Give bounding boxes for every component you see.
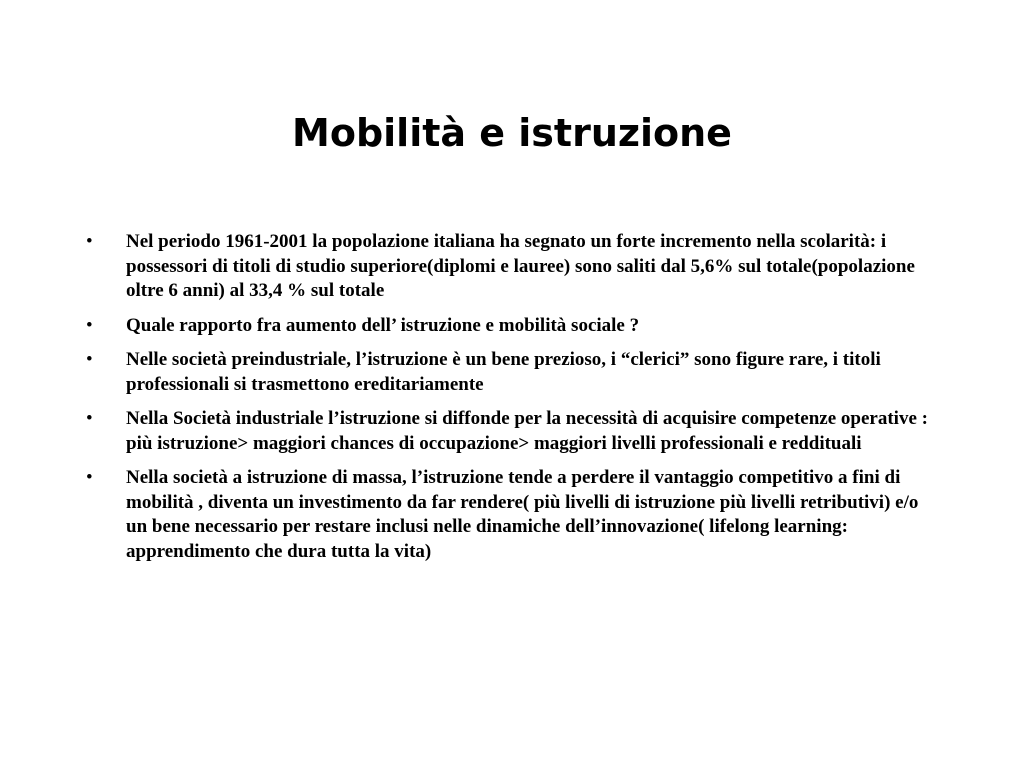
bullet-icon: •: [86, 314, 93, 336]
bullet-item: [84, 314, 944, 339]
bullet-item: [84, 466, 944, 564]
bullet-text: Nelle società preindustriale, l’istruzione è un bene prezioso, i “clerici” sono figure rare, i titoli professionali si trasmettono ereditariamente: [126, 349, 881, 395]
bullet-text: Quale rapporto fra aumento dell’ istruzione e mobilità sociale ?: [126, 314, 640, 336]
bullet-item: [84, 348, 944, 397]
bullet-icon: •: [86, 231, 93, 252]
bullet-list: [84, 230, 944, 574]
bullet-icon: •: [86, 467, 93, 488]
bullet-item: [84, 230, 944, 304]
bullet-text: Nella Società industriale l’istruzione si diffonde per la necessità di acquisire competenze operative : più istruzione> maggiori chances di occupazione> maggiori livelli professionali e reddituali: [126, 408, 928, 454]
bullet-text: Nel periodo 1961-2001 la popolazione italiana ha segnato un forte incremento nella scolarità: i possessori di titoli di studio superiore(diplomi e lauree) sono saliti dal 5,6% sul totale(popolazione oltre 6 anni) al 33,4 % sul totale: [126, 231, 915, 301]
bullet-icon: •: [86, 349, 93, 370]
bullet-item: [84, 407, 944, 456]
bullet-icon: •: [86, 408, 93, 429]
bullet-text: Nella società a istruzione di massa, l’istruzione tende a perdere il vantaggio competitivo a fini di mobilità , diventa un investimento da far rendere( più livelli di istruzione più livelli retributivi) e/o un bene necessario per restare inclusi nelle dinamiche dell’innovazione( lifelong learning: apprendimento che dura tutta la vita): [126, 467, 919, 562]
slide-title: Mobilità e istruzione: [292, 111, 732, 155]
